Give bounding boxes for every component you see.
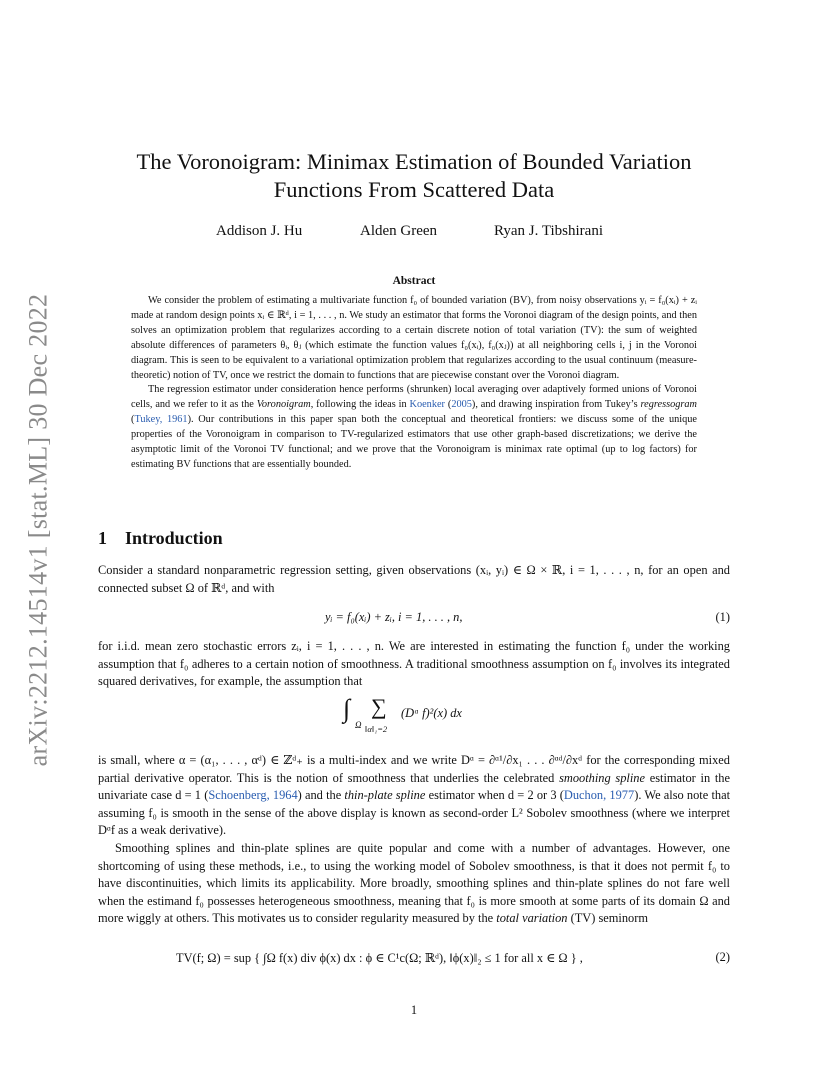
paragraph-text: is small, where α = (α₁, . . . , αᵈ) ∈ ℤᵈ₊ is a multi-index and we write Dᵅ = ∂ᵅ¹/∂x₁ . . . ∂ᵅᵈ/∂xᵈ for the corresponding mixed partial derivative operator. This is the notion of smoothness that underlies the celebrated (98, 753, 730, 785)
author-2: Alden Green (360, 223, 438, 239)
author-3: Ryan J. Tibshirani (494, 223, 604, 239)
paragraph-text: Smoothing splines and thin-plate splines are quite popular and come with a number of advantages. However, one shortcoming of using these methods, i.e., to using the working model of Sobolev smoothness, is that it does not permit f₀ to have discontinuities, which limits its applicability. More broadly, smoothing splines and thin-plate splines do not fare well when the estimand f₀ possesses heterogeneous smoothness, meaning that f₀ is more smooth at some parts of its domain Ω and more wiggly at others. This motivates us to consider regularity measured by the (98, 841, 730, 925)
equation-1: yᵢ = f₀(xᵢ) + zᵢ, i = 1, . . . , n, (325, 610, 463, 624)
display-equation (343, 694, 503, 740)
intro-paragraph-1 (98, 562, 730, 597)
citation-link[interactable]: Koenker (409, 399, 445, 411)
emphasis: thin-plate spline (344, 788, 426, 802)
sum-sign: ∑ (371, 694, 387, 719)
emphasis: smoothing spline (559, 770, 645, 785)
paragraph-text: estimator in the univariate case d = 1 ( (98, 770, 730, 802)
citation-link[interactable]: Tukey, 1961 (134, 414, 188, 426)
abstract-emphasis: regressogram (640, 399, 697, 411)
section-title: Introduction (125, 528, 223, 548)
citation-link[interactable]: Schoenberg, 1964 (208, 788, 298, 802)
paragraph-text: for i.i.d. mean zero stochastic errors zᵢ, i = 1, . . . , n. We are interested in estimating the function f₀ under the working assumption that f₀ adheres to a certain notion of smoothness. A traditional smoothness assumption on f₀ involves its integrated squared derivatives, for example, the assumption that (98, 639, 730, 688)
paragraph-text (98, 840, 730, 928)
abstract-paragraph-1: We consider the problem of estimating a multivariate function f₀ of bounded variation (BV), from noisy observations yᵢ = f₀(xᵢ) + zᵢ made at random design points xᵢ ∈ ℝᵈ, i = 1, . . . , n. We study an estimator that forms the Voronoi diagram of the design points, and then solves an optimization problem that regularizes according to a certain discrete notion of total variation (TV): the sum of weighted absolute differences of parameters θᵢ, θⱼ (which estimate the function values f₀(xᵢ), f₀(xⱼ)) at all neighboring cells i, j in the Voronoi diagram. This is seen to be equivalent to a variational optimization problem that regularizes according to the usual continuum (measure-theoretic) notion of TV, once we restrict the domain to functions that are piecewise constant over the Voronoi diagram. (131, 295, 697, 381)
equation-2-number: (2) (715, 950, 730, 964)
paper-title (98, 148, 730, 204)
sum-index: ‖α‖₁=2 (365, 724, 388, 734)
title-line-1: The Voronoigram: Minimax Estimation of Bounded Variation (136, 149, 692, 174)
author-1: Addison J. Hu (216, 223, 303, 239)
equation-1-number: (1) (715, 610, 730, 624)
paragraph-text (98, 752, 730, 840)
equation-2: TV(f; Ω) = sup { ∫Ω f(x) div ϕ(x) dx : ϕ ∈ C¹c(Ω; ℝᵈ), ‖ϕ(x)‖₂ ≤ 1 for all x ∈ Ω } , (176, 951, 583, 965)
paragraph-text: ) and the (297, 788, 345, 802)
arxiv-identifier (8, 270, 68, 790)
integral-sign: ∫ (343, 694, 351, 723)
paragraph-text: ). We also note that assuming f₀ is smooth in the sense of the above display is known as second-order L² Sobolev smoothness (where we interpret Dᵅf as a weak derivative). (98, 788, 731, 837)
abstract-text: ( (131, 414, 135, 426)
abstract-emphasis: Voronoigram (256, 399, 311, 411)
citation-link[interactable]: Duchon, 1977 (563, 788, 635, 802)
paragraph-text: Consider a standard nonparametric regression setting, given observations (xᵢ, yᵢ) ∈ Ω × ℝ, i = 1, . . . , n, for an open and connected subset Ω of ℝᵈ, and with (98, 563, 730, 595)
section-number: 1 (98, 528, 107, 548)
integrand: (Dᵅ f)²(x) dx (401, 706, 462, 720)
emphasis: total variation (496, 911, 568, 925)
abstract-text: , following the ideas in (310, 399, 410, 411)
abstract-paragraph-2 (131, 383, 697, 472)
page-number: 1 (410, 1003, 418, 1017)
abstract-text: ). Our contributions in this paper span both the conceptual and theoretical frontiers: we discuss some of the unique properties of the Voronoigram in comparison to TV-regularized estimators that use other graph-based discretizations; we derive the asymptotic limit of the Voronoi TV functional; and we prove that the Voronoigram is minimax rate optimal (up to log factors) for estimating BV functions that are essentially bounded. (131, 414, 697, 470)
abstract-text: ( (444, 399, 452, 411)
abstract-text: The regression estimator under consideration hence performs (shrunken) local averaging over adaptively formed unions of Voronoi cells, and we refer to it as the (131, 384, 697, 411)
integral-domain: Ω (355, 720, 362, 730)
title-line-2: Functions From Scattered Data (273, 177, 555, 202)
abstract (131, 294, 697, 473)
author-list (98, 223, 730, 243)
intro-paragraph-4 (98, 840, 730, 928)
arxiv-identifier-text: arXiv:2212.14514v1 [stat.ML] 30 Dec 2022 (23, 293, 53, 767)
abstract-text: ), and drawing inspiration from Tukey’s (471, 399, 641, 411)
citation-link[interactable]: 2005 (451, 399, 472, 411)
paragraph-text: estimator when d = 2 or 3 ( (425, 788, 564, 802)
paragraph-text: (TV) seminorm (567, 911, 649, 925)
intro-paragraph-2 (98, 638, 730, 691)
abstract-heading: Abstract (392, 275, 436, 287)
intro-paragraph-3 (98, 752, 730, 840)
section-heading (98, 528, 223, 549)
